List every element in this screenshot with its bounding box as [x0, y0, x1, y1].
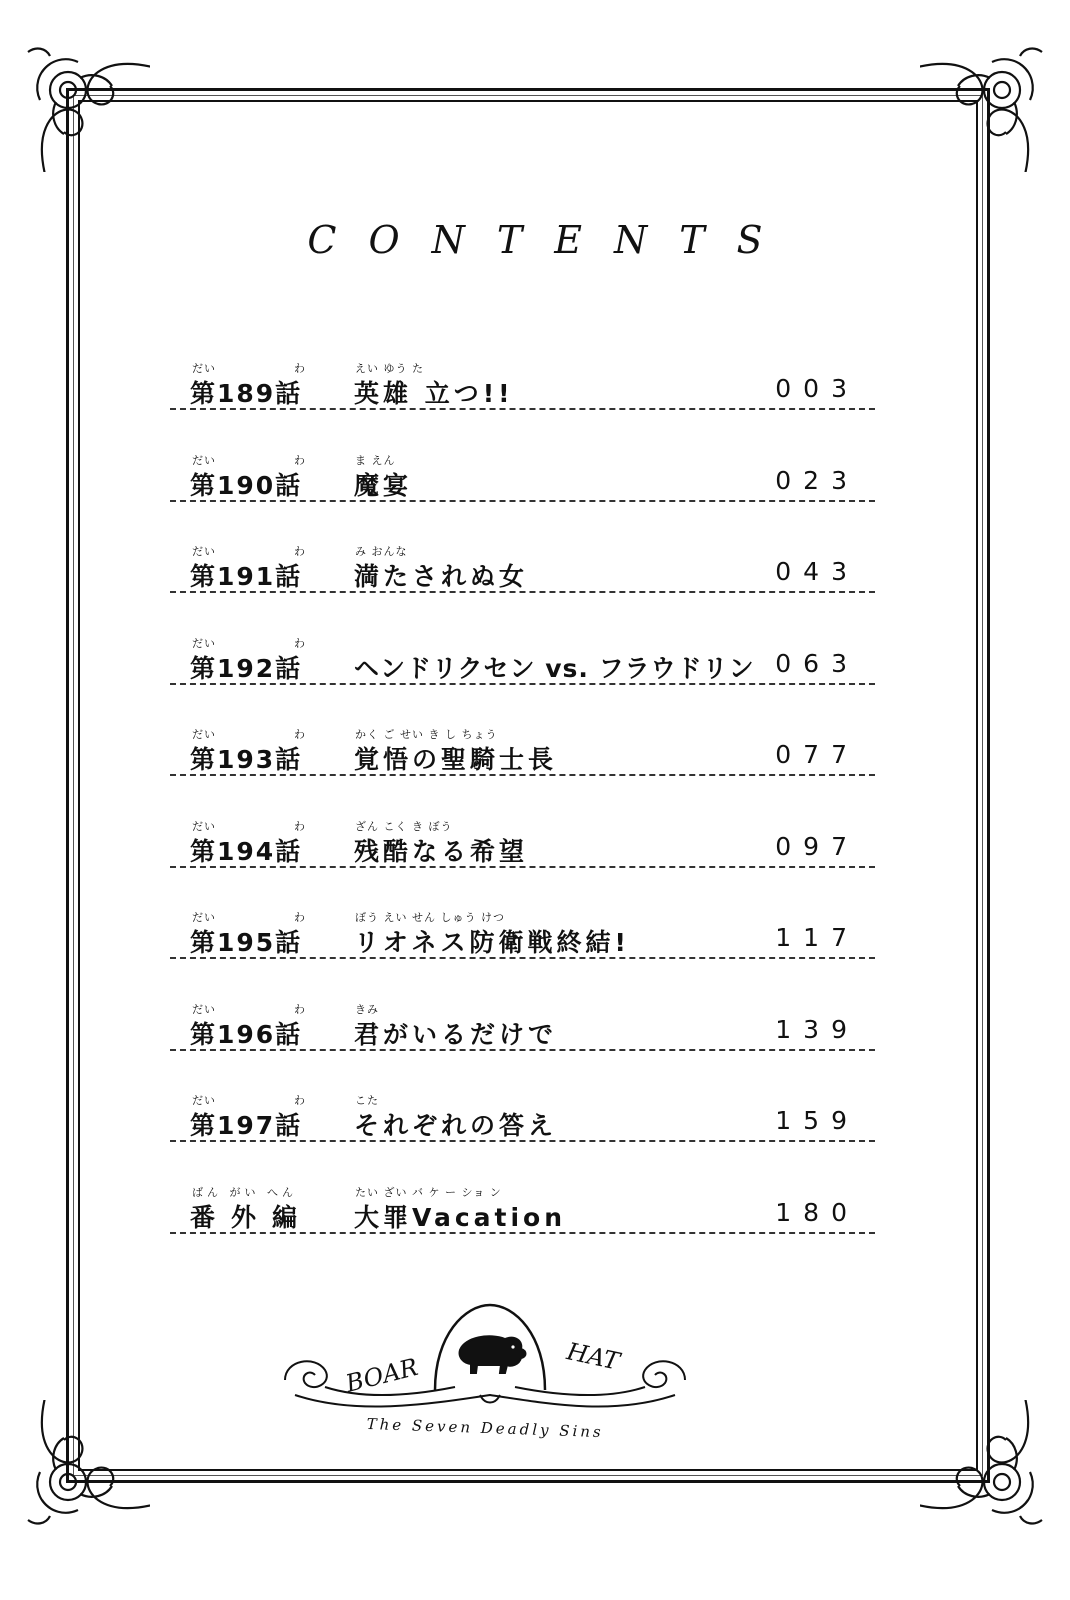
chapter-label: 第189話	[190, 379, 303, 408]
chapter-title: 英雄 立つ!!	[354, 379, 514, 408]
chapter-title: リオネス防衛戦終結!	[354, 928, 630, 957]
chapter-title: ヘンドリクセン vs. フラウドリン	[354, 653, 755, 683]
dashed-divider	[170, 1232, 875, 1234]
chapter-label: 第197話	[190, 1111, 303, 1140]
label-ruby: だい	[192, 453, 216, 467]
title-ruby: み おんな	[355, 545, 408, 558]
title-ruby: ざん こく き ぼう	[355, 819, 453, 833]
boar-hat-logo	[265, 1295, 705, 1445]
label-ruby: だい	[192, 1002, 216, 1016]
chapter-label: 第195話	[190, 928, 303, 957]
dashed-divider	[170, 1140, 875, 1142]
dashed-divider	[170, 591, 875, 593]
toc-entry[interactable]	[170, 1184, 875, 1276]
chapter-label: 第196話	[190, 1019, 303, 1049]
toc-entry[interactable]	[170, 818, 875, 910]
title-ruby: たい ざい バ ケ ー ショ ン	[355, 1185, 502, 1199]
dashed-divider	[170, 500, 875, 502]
page-number: 023	[775, 465, 859, 495]
boar-icon	[460, 1336, 526, 1373]
title-ruby: こた	[355, 1094, 379, 1107]
page-number: 003	[775, 374, 859, 403]
chapter-label: 第194話	[190, 836, 303, 866]
toc-entry[interactable]	[170, 635, 875, 727]
wa-ruby: わ	[294, 545, 306, 558]
dashed-divider	[170, 1049, 875, 1051]
wa-ruby: わ	[294, 1094, 306, 1107]
chapter-title: 大罪Vacation	[354, 1202, 567, 1232]
logo-subtitle: The Seven Deadly Sins	[366, 1414, 605, 1442]
wa-ruby: わ	[294, 911, 306, 924]
wa-ruby: わ	[294, 362, 306, 375]
label-ruby: だい	[192, 911, 216, 924]
label-ruby: だい	[192, 728, 216, 741]
toc-entry[interactable]	[170, 452, 875, 544]
chapter-label: 第193話	[190, 745, 303, 774]
dashed-divider	[170, 683, 875, 685]
toc-entry[interactable]	[170, 543, 875, 635]
toc-entry[interactable]	[170, 1092, 875, 1184]
label-ruby: だい	[192, 1094, 216, 1107]
dashed-divider	[170, 774, 875, 776]
title-ruby: ま えん	[355, 453, 396, 467]
dashed-divider	[170, 866, 875, 868]
wa-ruby: わ	[294, 819, 306, 833]
label-ruby: だい	[192, 545, 216, 558]
page-number: 077	[775, 740, 859, 769]
page-number: 063	[775, 648, 859, 678]
page-number: 043	[775, 557, 859, 586]
chapter-title: 残酷なる希望	[354, 836, 529, 866]
wa-ruby: わ	[294, 636, 306, 650]
chapter-title: 満たされぬ女	[354, 562, 529, 591]
wa-ruby: わ	[294, 1002, 306, 1016]
logo-word-boar: BOAR	[342, 1352, 421, 1398]
corner-ornament-bottom-left	[20, 1400, 150, 1530]
dashed-divider	[170, 408, 875, 410]
page-number: 159	[775, 1106, 859, 1135]
chapter-title: それぞれの答え	[354, 1111, 558, 1140]
chapter-label: 第192話	[190, 653, 303, 683]
toc-entry[interactable]	[170, 360, 875, 452]
logo-word-hat: HAT	[564, 1337, 623, 1376]
chapter-title: 君がいるだけで	[354, 1019, 558, 1049]
chapter-label: 番外編	[190, 1202, 314, 1232]
title-ruby: ぼう えい せん しゅう けつ	[355, 911, 505, 924]
page-number: 180	[775, 1197, 859, 1227]
dashed-divider	[170, 957, 875, 959]
page-number: 117	[775, 923, 859, 952]
toc-entry[interactable]	[170, 909, 875, 1001]
label-ruby: だい	[192, 362, 216, 375]
corner-ornament-top-right	[920, 42, 1050, 172]
title-ruby: えい ゆう た	[355, 362, 424, 375]
wa-ruby: わ	[294, 453, 306, 467]
chapter-title: 覚悟の聖騎士長	[354, 745, 558, 774]
corner-ornament-bottom-right	[920, 1400, 1050, 1530]
label-ruby: ばん がい へん	[192, 1185, 297, 1199]
wa-ruby: わ	[294, 728, 306, 741]
toc-entry[interactable]	[170, 726, 875, 818]
title-ruby: きみ	[355, 1002, 379, 1016]
label-ruby: だい	[192, 819, 216, 833]
label-ruby: だい	[192, 636, 216, 650]
corner-ornament-top-left	[20, 42, 150, 172]
page-number: 139	[775, 1014, 859, 1044]
table-of-contents	[170, 360, 875, 1275]
contents-title: CONTENTS	[307, 218, 795, 262]
title-ruby: かく ご せい き し ちょう	[355, 728, 498, 741]
chapter-title: 魔宴	[354, 470, 413, 500]
chapter-label: 第190話	[190, 470, 303, 500]
page-number: 097	[775, 831, 859, 861]
chapter-label: 第191話	[190, 562, 303, 591]
toc-entry[interactable]	[170, 1001, 875, 1093]
